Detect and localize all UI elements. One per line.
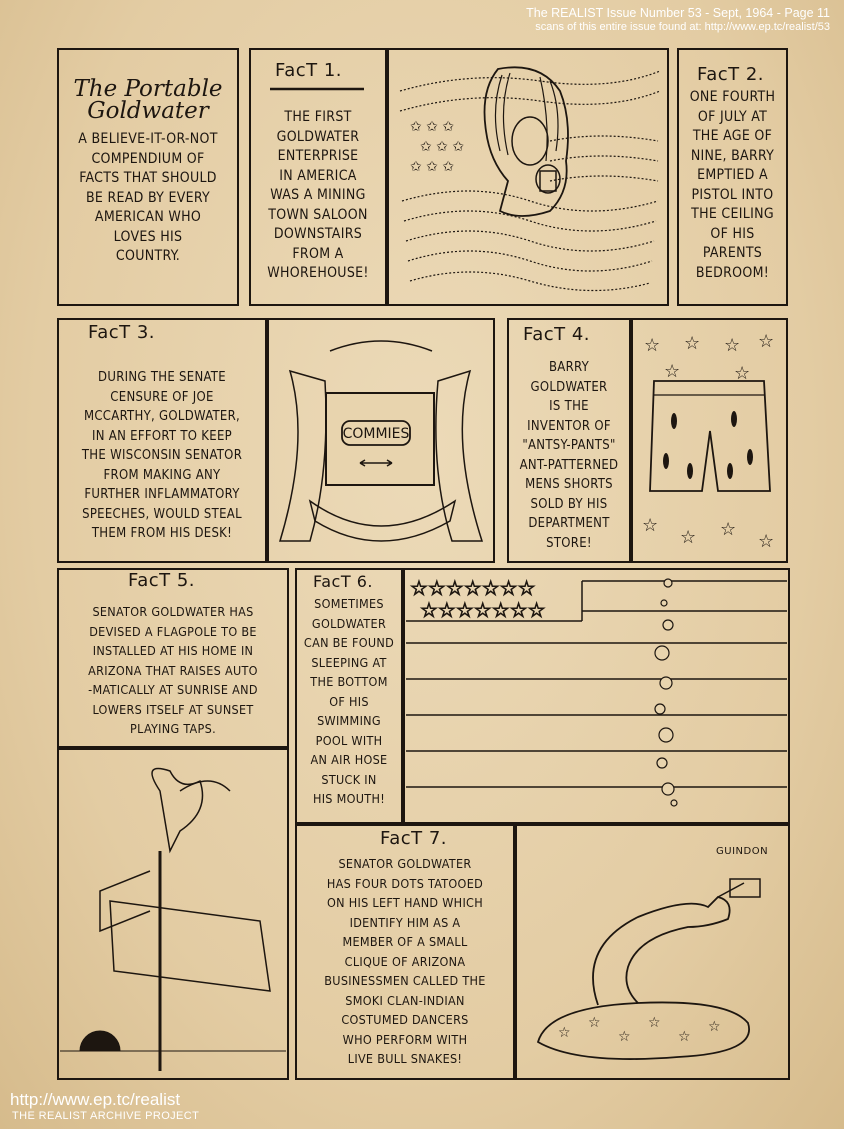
- text-line: COMPENDIUM OF: [91, 150, 205, 167]
- text-line: ARIZONA THAT RAISES AUTO: [88, 662, 258, 678]
- text-line: PARENTS: [702, 245, 763, 261]
- fact7-label: FacT 7.: [380, 828, 448, 849]
- text-line: SLEEPING AT: [311, 654, 387, 670]
- text-line: DOWNSTAIRS: [273, 226, 363, 242]
- header-scans-link[interactable]: scans of this entire issue found at: http://www.ep.tc/realist/53: [535, 21, 830, 33]
- text-line: IS THE: [549, 399, 589, 414]
- text-line: "ANTSY-PANTS": [522, 438, 616, 453]
- bull-snake-flag-drawing: [518, 827, 787, 1077]
- fact4-label: FacT 4.: [523, 324, 591, 345]
- intro-title-line1: The Portable: [73, 76, 223, 102]
- text-line: THE AGE OF: [692, 128, 773, 144]
- text-line: IN AN EFFORT TO KEEP: [91, 428, 232, 444]
- text-line: FACTS THAT SHOULD: [79, 170, 217, 186]
- fact6-body: [297, 594, 401, 809]
- text-line: SWIMMING: [317, 713, 381, 728]
- text-line: DEVISED A FLAGPOLE TO BE: [89, 623, 257, 639]
- text-line: POOL WITH: [315, 732, 383, 748]
- text-line: THE CEILING: [691, 206, 774, 222]
- text-line: GOLDWATER: [276, 128, 360, 145]
- fact1-body: [252, 108, 384, 284]
- text-line: -MATICALLY AT SUNRISE AND: [88, 682, 258, 697]
- svg-text:☆: ☆: [680, 527, 697, 548]
- fact7-body: [298, 854, 512, 1069]
- commies-drawer-label: COMMIES: [342, 426, 410, 442]
- text-line: MCCARTHY, GOLDWATER,: [83, 409, 241, 424]
- text-line: WAS A MINING: [270, 187, 366, 203]
- text-line: HIS MOUTH!: [312, 791, 386, 806]
- text-line: AN AIR HOSE: [310, 752, 388, 767]
- text-line: SOMETIMES: [314, 596, 384, 611]
- text-line: LOVES HIS: [113, 228, 183, 245]
- svg-text:✩ ✩ ✩: ✩ ✩ ✩: [410, 159, 455, 175]
- text-line: SENATOR GOLDWATER: [338, 856, 472, 871]
- svg-text:☆: ☆: [648, 1015, 661, 1031]
- text-line: OF HIS: [329, 693, 369, 709]
- text-line: NINE, BARRY: [690, 147, 775, 164]
- flag-pool-bubbles-drawing: [406, 571, 787, 821]
- text-line: HAS FOUR DOTS TATOOED: [326, 875, 484, 891]
- svg-text:☆☆☆☆☆☆☆: ☆☆☆☆☆☆☆: [420, 598, 546, 622]
- svg-text:☆: ☆: [734, 363, 751, 384]
- antsy-pants-shorts-drawing: [634, 321, 785, 560]
- flagpole-eagle-drawing: [60, 751, 286, 1077]
- text-line: BEDROOM!: [695, 264, 770, 281]
- text-line: SOLD BY HIS: [530, 496, 608, 512]
- svg-text:✩ ✩ ✩: ✩ ✩ ✩: [410, 119, 455, 135]
- fact1-label: FacT 1.: [275, 60, 343, 81]
- intro-title-line2: Goldwater: [87, 98, 209, 124]
- svg-text:☆: ☆: [678, 1029, 691, 1045]
- text-line: ENTERPRISE: [277, 148, 359, 164]
- text-line: STUCK IN: [321, 771, 377, 787]
- text-line: BARRY: [548, 360, 590, 375]
- svg-text:☆: ☆: [758, 331, 775, 352]
- page-header: [526, 6, 830, 34]
- text-line: AMERICAN WHO: [94, 209, 202, 225]
- saloon-woman-flag-drawing: [390, 51, 666, 303]
- svg-text:☆: ☆: [558, 1025, 571, 1041]
- svg-text:☆: ☆: [618, 1029, 631, 1045]
- svg-text:☆☆☆☆☆☆☆: ☆☆☆☆☆☆☆: [410, 576, 536, 600]
- text-line: COSTUMED DANCERS: [341, 1012, 469, 1027]
- svg-text:☆: ☆: [588, 1015, 601, 1031]
- svg-text:☆: ☆: [664, 361, 681, 382]
- text-line: CAN BE FOUND: [303, 635, 395, 650]
- text-line: LIVE BULL SNAKES!: [347, 1051, 463, 1066]
- svg-text:☆: ☆: [758, 531, 775, 552]
- text-line: WHO PERFORM WITH: [342, 1031, 468, 1047]
- text-line: OF JULY AT: [697, 108, 768, 125]
- fact6-label: FacT 6.: [313, 572, 373, 591]
- text-line: SENATOR GOLDWATER HAS: [92, 604, 254, 619]
- fact3-label: FacT 3.: [88, 322, 156, 343]
- text-line: THE BOTTOM: [310, 674, 388, 689]
- text-line: GOLDWATER: [311, 615, 387, 631]
- text-line: INSTALLED AT HIS HOME IN: [92, 643, 254, 658]
- text-line: LOWERS ITSELF AT SUNSET: [92, 701, 254, 717]
- fact4-body: [510, 358, 628, 553]
- text-line: ON HIS LEFT HAND WHICH: [327, 895, 483, 910]
- text-line: BUSINESSMEN CALLED THE: [324, 973, 486, 988]
- fact3-body: [60, 368, 264, 544]
- fact2-body: [680, 88, 785, 283]
- text-line: WHOREHOUSE!: [267, 265, 369, 281]
- svg-text:☆: ☆: [708, 1019, 721, 1035]
- text-line: ANT-PATTERNED: [519, 457, 619, 473]
- text-line: IN AMERICA: [279, 167, 357, 184]
- text-line: FROM A: [292, 245, 344, 262]
- text-line: CENSURE OF JOE: [110, 389, 214, 405]
- guindon-signature: GUINDON: [716, 846, 769, 857]
- fact5-label: FacT 5.: [128, 570, 196, 591]
- text-line: MENS SHORTS: [525, 477, 613, 492]
- text-line: OF HIS: [710, 225, 755, 242]
- text-line: THE WISCONSIN SENATOR: [81, 448, 243, 463]
- text-line: ONE FOURTH: [689, 89, 776, 105]
- svg-text:☆: ☆: [724, 335, 741, 356]
- text-line: MEMBER OF A SMALL: [342, 934, 468, 949]
- text-line: DEPARTMENT: [528, 516, 610, 531]
- svg-text:☆: ☆: [720, 519, 737, 540]
- text-line: SPEECHES, WOULD STEAL: [82, 506, 242, 522]
- text-line: STORE!: [546, 535, 592, 551]
- text-line: IDENTIFY HIM AS A: [349, 914, 461, 930]
- text-line: PLAYING TAPS.: [130, 721, 216, 736]
- svg-text:☆: ☆: [642, 515, 659, 536]
- text-line: DURING THE SENATE: [98, 370, 226, 385]
- footer-project: THE REALIST ARCHIVE PROJECT: [12, 1110, 200, 1122]
- text-line: PISTOL INTO: [691, 186, 774, 203]
- text-line: FURTHER INFLAMMATORY: [84, 487, 240, 502]
- text-line: TOWN SALOON: [268, 206, 368, 223]
- svg-text:☆: ☆: [644, 335, 661, 356]
- senate-desk-drawing: [270, 321, 492, 560]
- text-line: BE READ BY EVERY: [85, 189, 211, 206]
- text-line: SMOKI CLAN-INDIAN: [345, 992, 465, 1008]
- footer-url[interactable]: http://www.ep.tc/realist: [10, 1090, 181, 1109]
- text-line: COUNTRY.: [115, 248, 181, 264]
- text-line: GOLDWATER: [530, 379, 608, 395]
- text-line: EMPTIED A: [697, 167, 768, 183]
- svg-text:☆: ☆: [684, 333, 701, 354]
- text-line: THE FIRST: [284, 109, 352, 125]
- text-line: THEM FROM HIS DESK!: [91, 526, 233, 541]
- fact5-body: [60, 602, 286, 739]
- text-line: CLIQUE OF ARIZONA: [344, 953, 466, 969]
- fact1-label-underline: [268, 86, 368, 92]
- svg-text:✩ ✩ ✩: ✩ ✩ ✩: [420, 139, 465, 155]
- intro-body: [62, 130, 234, 267]
- header-issue-line: The REALIST Issue Number 53 - Sept, 1964 - Page 11: [526, 6, 830, 20]
- fact2-label: FacT 2.: [697, 64, 765, 85]
- text-line: FROM MAKING ANY: [103, 467, 221, 483]
- text-line: INVENTOR OF: [527, 418, 611, 434]
- text-line: A BELIEVE-IT-OR-NOT: [78, 131, 218, 147]
